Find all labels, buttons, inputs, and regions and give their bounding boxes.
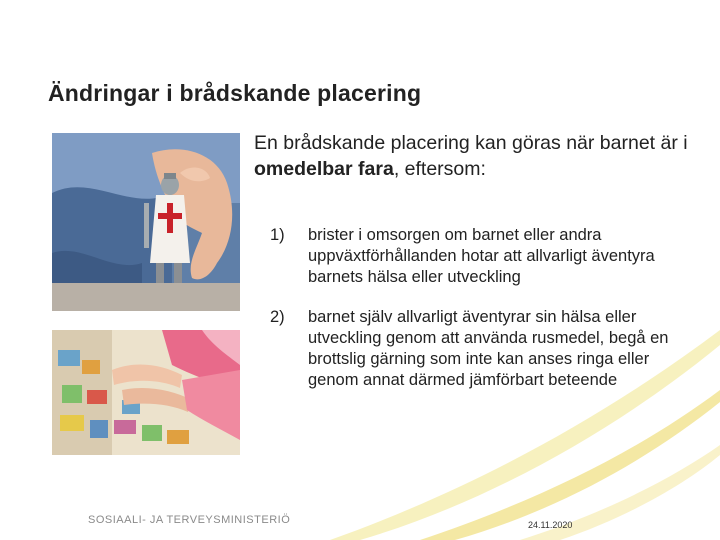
footer-date: 24.11.2020 [528,520,573,530]
intro-text-end: , eftersom: [393,158,486,180]
intro-text-start: En brådskande placering kan göras när barnet är i [254,132,688,154]
list-item [270,225,680,288]
list-item [270,307,680,391]
intro-emphasis: omedelbar fara [254,158,394,180]
list-item-text: barnet själv allvarligt äventyrar sin hälsa eller utveckling genom att använda rusmedel, begå en brottslig gärning som inte kan anses ringa eller genom annat därmed jämförbart beteende [308,308,669,389]
child-hand-with-knight-figurine-photo [52,133,240,311]
list-item-number: 1) [270,226,285,244]
numbered-list [270,225,680,410]
list-item-number: 2) [270,308,285,326]
footer-organization: SOSIAALI- JA TERVEYSMINISTERIÖ [88,514,291,526]
list-item-text: brister i omsorgen om barnet eller andra uppväxtförhållanden hotar att allvarligt äventyra barnets hälsa eller utveckling [308,226,655,286]
children-doing-jigsaw-puzzle-photo [52,330,240,455]
intro-paragraph [254,130,694,182]
slide-title: Ändringar i brådskande placering [48,80,422,106]
